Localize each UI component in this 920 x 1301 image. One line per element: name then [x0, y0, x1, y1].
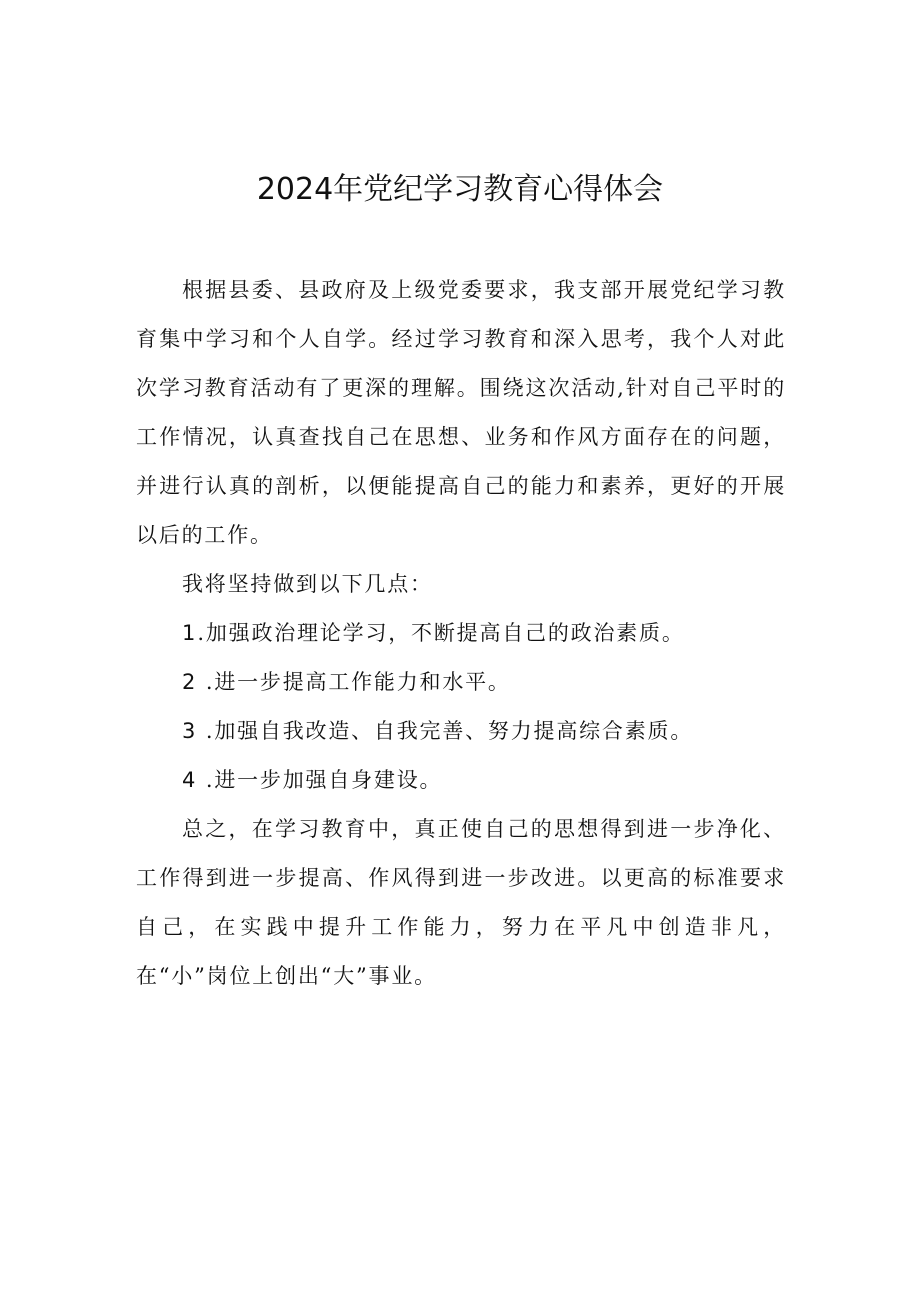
- point-item-2: [136, 658, 786, 707]
- point-item-4: [136, 756, 786, 805]
- intro-paragraph: 根据县委、县政府及上级党委要求，我支部开展党纪学习教育集中学习和个人自学。经过学习教育和深入思考，我个人对此次学习教育活动有了更深的理解。围绕这次活动,针对自己平时的工作情况，认真查找自己在思想、业务和作风方面存在的问题，并进行认真的剖析，以便能提高自己的能力和素养，更好的开展以后的工作。: [136, 278, 786, 547]
- document-body: [136, 266, 786, 1001]
- point-text: .加强自我改造、自我完善、努力提高综合素质。: [197, 719, 694, 743]
- points-intro: 我将坚持做到以下几点：: [182, 572, 433, 596]
- point-item-3: [136, 707, 786, 756]
- point-text: .进一步提高工作能力和水平。: [197, 670, 511, 694]
- point-number: 4: [182, 768, 198, 792]
- point-text: .进一步加强自身建设。: [197, 768, 443, 792]
- point-number: 1: [182, 621, 198, 645]
- point-number: 3: [182, 719, 198, 743]
- document-title: 2024年党纪学习教育心得体会: [256, 172, 664, 207]
- point-number: 2: [182, 670, 198, 694]
- conclusion-paragraph: 总之，在学习教育中，真正使自己的思想得到进一步净化、工作得到进一步提高、作风得到进一步改进。以更高的标准要求自己，在实践中提升工作能力，努力在平凡中创造非凡，在“小”岗位上创出“大”事业。: [136, 817, 786, 988]
- point-item-1: [136, 609, 786, 658]
- point-text: .加强政治理论学习，不断提高自己的政治素质。: [197, 621, 685, 645]
